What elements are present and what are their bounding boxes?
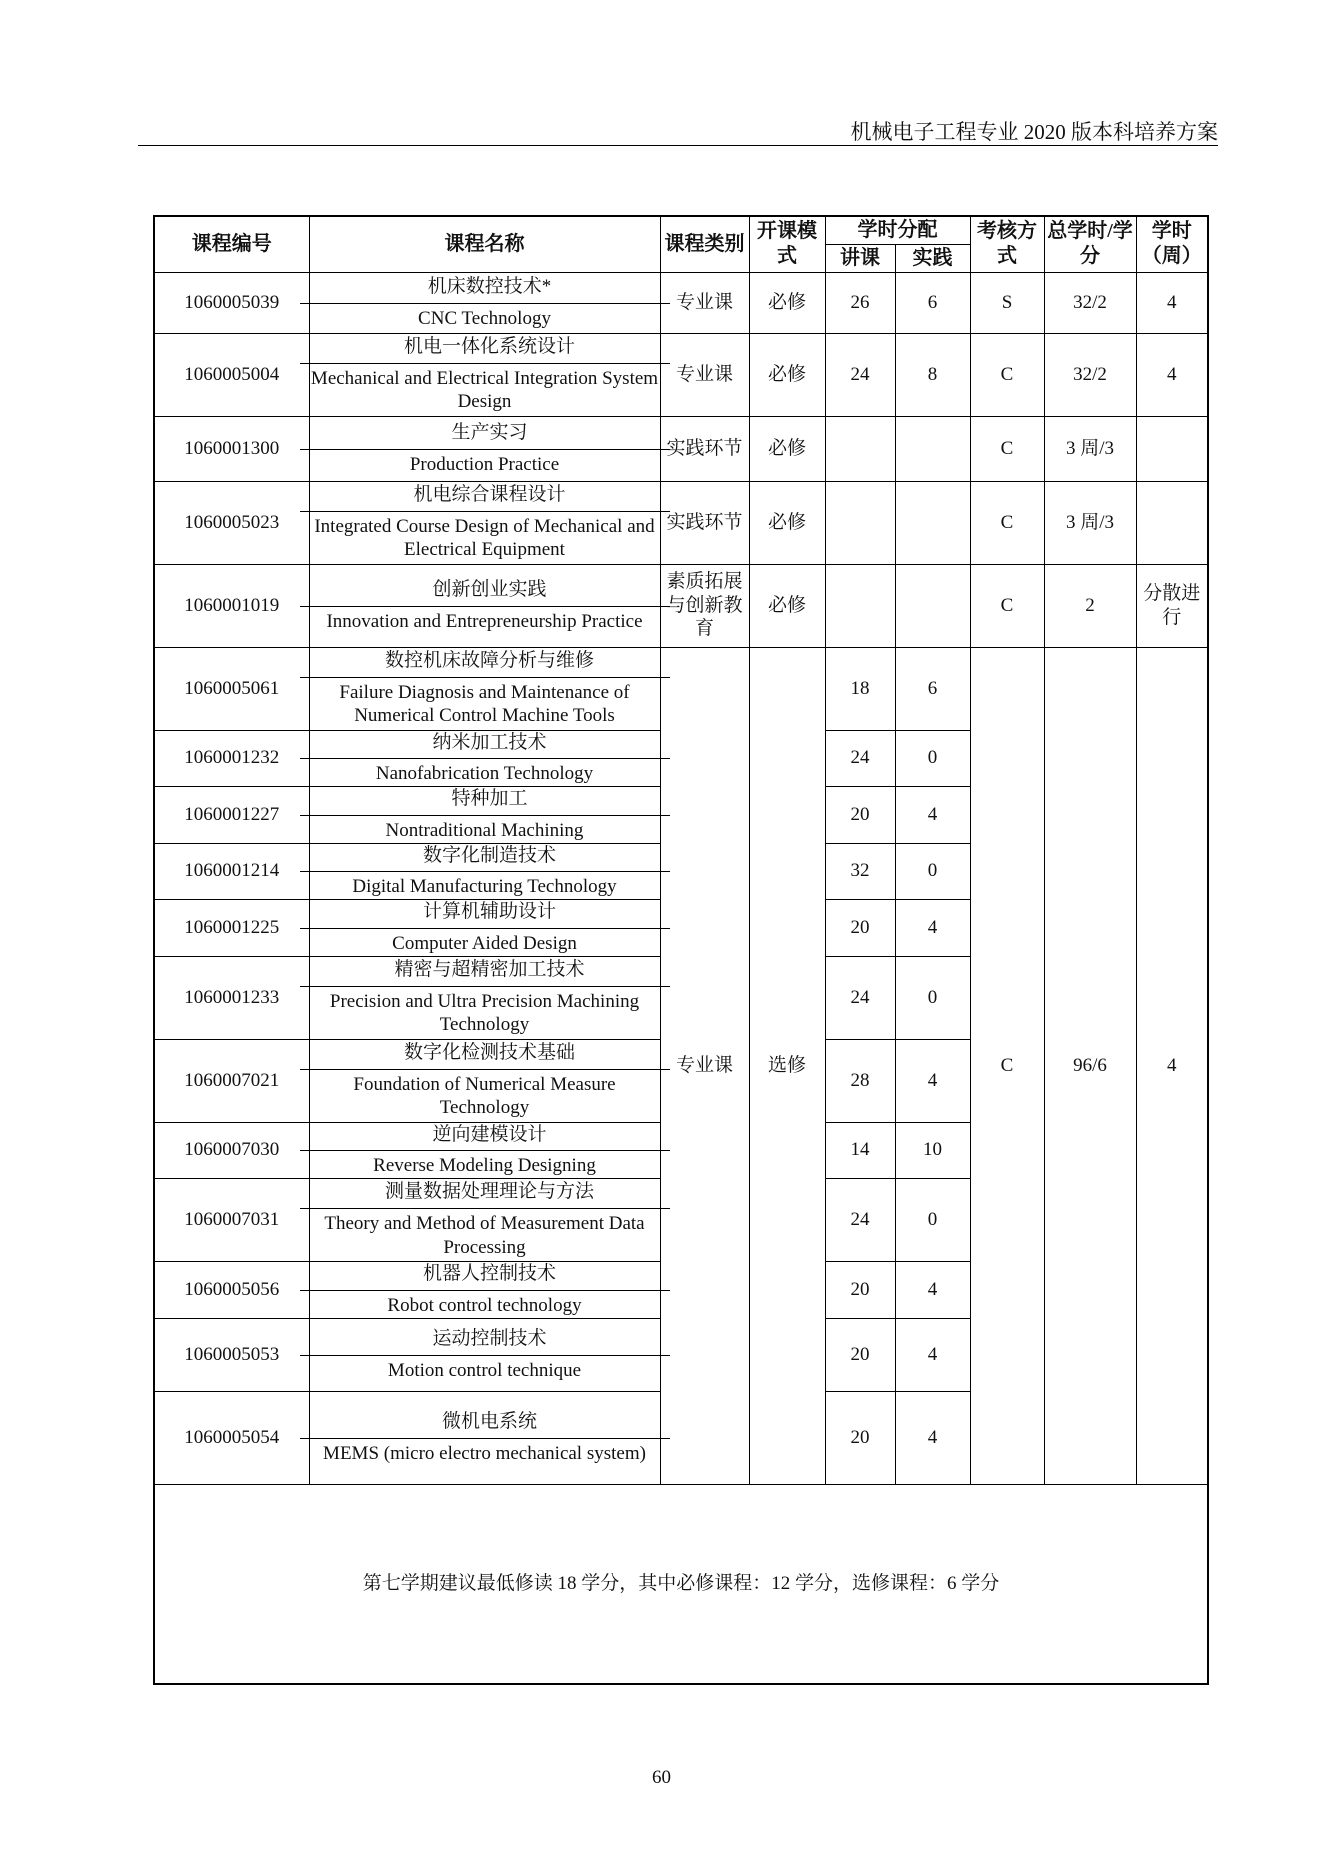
- elective-exam-type: C: [970, 647, 1044, 1484]
- practice-hours: 0: [895, 843, 970, 900]
- course-mode: 必修: [749, 272, 825, 333]
- course-name-en: CNC Technology: [418, 307, 551, 329]
- elective-category: 专业课: [660, 647, 749, 1484]
- course-name-en: Computer Aided Design: [392, 932, 577, 954]
- table-row: [154, 647, 1208, 730]
- course-code: 1060005056: [154, 1262, 309, 1319]
- col-exam: 考核方式: [970, 216, 1044, 272]
- course-code: 1060005054: [154, 1391, 309, 1484]
- course-name-en: Nontraditional Machining: [385, 819, 584, 841]
- col-total: 总学时/学分: [1044, 216, 1136, 272]
- course-name-en: Nanofabrication Technology: [375, 763, 594, 785]
- course-code: 1060007030: [154, 1122, 309, 1179]
- col-mode: 开课模式: [749, 216, 825, 272]
- col-lecture: 讲课: [825, 244, 895, 272]
- table-row: [154, 481, 1208, 564]
- course-name-zh: 数字化制造技术: [300, 844, 670, 873]
- practice-hours: [895, 416, 970, 481]
- practice-hours: 4: [895, 1318, 970, 1391]
- lecture-hours: 24: [825, 333, 895, 416]
- total-hours-credits: 32/2: [1044, 333, 1136, 416]
- course-code: 1060001227: [154, 787, 309, 844]
- course-category: 实践环节: [660, 416, 749, 481]
- practice-hours: [895, 481, 970, 564]
- course-name-en: Precision and Ultra Precision Machining Technology: [329, 990, 640, 1036]
- course-name-zh: 计算机辅助设计: [300, 900, 670, 929]
- note-row: [154, 1484, 1208, 1684]
- lecture-hours: 24: [825, 1179, 895, 1262]
- practice-hours: 6: [895, 647, 970, 730]
- curriculum-table: [153, 215, 1209, 1685]
- course-name-en: Motion control technique: [387, 1359, 582, 1381]
- course-name: [309, 1122, 660, 1179]
- lecture-hours: 24: [825, 730, 895, 787]
- course-name-zh: 机电一体化系统设计: [300, 335, 670, 364]
- weekly-hours: [1136, 416, 1208, 481]
- course-name: [309, 900, 660, 957]
- lecture-hours: [825, 481, 895, 564]
- course-name-zh: 纳米加工技术: [300, 731, 670, 760]
- elective-total: 96/6: [1044, 647, 1136, 1484]
- col-name: 课程名称: [309, 216, 660, 272]
- lecture-hours: 20: [825, 1318, 895, 1391]
- page-header-title: 机械电子工程专业 2020 版本科培养方案: [850, 120, 1218, 144]
- practice-hours: 4: [895, 1262, 970, 1319]
- col-weeks: 学时（周）: [1136, 216, 1208, 272]
- course-name: [309, 956, 660, 1039]
- course-code: 1060005023: [154, 481, 309, 564]
- practice-hours: 0: [895, 956, 970, 1039]
- course-name-en: Reverse Modeling Designing: [373, 1155, 596, 1177]
- course-name: [309, 730, 660, 787]
- table-row: [154, 564, 1208, 647]
- lecture-hours: 20: [825, 900, 895, 957]
- course-name-en: Foundation of Numerical Measure Technology: [353, 1073, 616, 1119]
- total-hours-credits: 2: [1044, 564, 1136, 647]
- course-name-zh: 特种加工: [300, 787, 670, 816]
- elective-weekly-hours: 4: [1136, 647, 1208, 1484]
- course-category: 素质拓展与创新教育: [660, 564, 749, 647]
- practice-hours: 4: [895, 1039, 970, 1122]
- exam-type: S: [970, 272, 1044, 333]
- table-row: [154, 416, 1208, 481]
- course-mode: 必修: [749, 564, 825, 647]
- course-name-en: Failure Diagnosis and Maintenance of Numerical Control Machine Tools: [339, 681, 630, 727]
- course-category: 专业课: [660, 272, 749, 333]
- practice-hours: 4: [895, 787, 970, 844]
- course-name-en: Production Practice: [409, 453, 560, 475]
- course-name: [309, 333, 660, 416]
- exam-type: C: [970, 481, 1044, 564]
- course-name-en: Digital Manufacturing Technology: [352, 876, 617, 898]
- lecture-hours: 32: [825, 843, 895, 900]
- course-name: [309, 564, 660, 647]
- course-code: 1060005039: [154, 272, 309, 333]
- course-name-en: Innovation and Entrepreneurship Practice: [326, 610, 643, 632]
- semester-note: 第七学期建议最低修读 18 学分，其中必修课程：12 学分，选修课程：6 学分: [154, 1484, 1208, 1684]
- course-name-zh: 测量数据处理理论与方法: [300, 1180, 670, 1209]
- course-name-zh: 数控机床故障分析与维修: [300, 649, 670, 678]
- course-name: [309, 481, 660, 564]
- table-row: [154, 333, 1208, 416]
- table-header: [154, 216, 1208, 272]
- course-code: 1060001225: [154, 900, 309, 957]
- lecture-hours: 20: [825, 1262, 895, 1319]
- practice-hours: 4: [895, 1391, 970, 1484]
- course-code: 1060007031: [154, 1179, 309, 1262]
- lecture-hours: 26: [825, 272, 895, 333]
- course-name-zh: 数字化检测技术基础: [300, 1041, 670, 1070]
- lecture-hours: 20: [825, 1391, 895, 1484]
- col-code: 课程编号: [154, 216, 309, 272]
- practice-hours: [895, 564, 970, 647]
- practice-hours: 8: [895, 333, 970, 416]
- header-divider: [138, 145, 1218, 146]
- lecture-hours: 28: [825, 1039, 895, 1122]
- elective-mode: 选修: [749, 647, 825, 1484]
- course-name-zh: 运动控制技术: [300, 1327, 670, 1356]
- course-category: 实践环节: [660, 481, 749, 564]
- course-mode: 必修: [749, 416, 825, 481]
- exam-type: C: [970, 333, 1044, 416]
- total-hours-credits: 32/2: [1044, 272, 1136, 333]
- course-code: 1060007021: [154, 1039, 309, 1122]
- course-name-en: Mechanical and Electrical Integration System Design: [310, 367, 659, 413]
- course-name-zh: 生产实习: [300, 421, 670, 450]
- lecture-hours: [825, 564, 895, 647]
- lecture-hours: 14: [825, 1122, 895, 1179]
- total-hours-credits: 3 周/3: [1044, 416, 1136, 481]
- course-mode: 必修: [749, 333, 825, 416]
- course-name: [309, 787, 660, 844]
- course-name: [309, 416, 660, 481]
- course-name-zh: 机电综合课程设计: [300, 483, 670, 512]
- course-code: 1060001300: [154, 416, 309, 481]
- col-hours: 学时分配: [825, 216, 970, 244]
- lecture-hours: 18: [825, 647, 895, 730]
- practice-hours: 6: [895, 272, 970, 333]
- course-mode: 必修: [749, 481, 825, 564]
- course-code: 1060001232: [154, 730, 309, 787]
- course-code: 1060001233: [154, 956, 309, 1039]
- course-category: 专业课: [660, 333, 749, 416]
- exam-type: C: [970, 416, 1044, 481]
- weekly-hours: [1136, 481, 1208, 564]
- course-name-zh: 逆向建模设计: [300, 1123, 670, 1152]
- weekly-hours: 4: [1136, 333, 1208, 416]
- total-hours-credits: 3 周/3: [1044, 481, 1136, 564]
- course-name: [309, 1039, 660, 1122]
- course-name-zh: 创新创业实践: [300, 578, 670, 607]
- weekly-hours: 分散进行: [1136, 564, 1208, 647]
- practice-hours: 0: [895, 1179, 970, 1262]
- course-name-zh: 机床数控技术*: [300, 275, 670, 304]
- course-name: [309, 1391, 660, 1484]
- practice-hours: 10: [895, 1122, 970, 1179]
- course-code: 1060001019: [154, 564, 309, 647]
- lecture-hours: 20: [825, 787, 895, 844]
- course-name: [309, 1262, 660, 1319]
- course-name-en: Robot control technology: [387, 1294, 582, 1316]
- course-name-zh: 微机电系统: [300, 1410, 670, 1439]
- page-number: 60: [652, 1767, 671, 1788]
- course-name: [309, 1318, 660, 1391]
- course-name: [309, 272, 660, 333]
- course-name: [309, 647, 660, 730]
- exam-type: C: [970, 564, 1044, 647]
- course-name: [309, 1179, 660, 1262]
- course-code: 1060005061: [154, 647, 309, 730]
- course-name-zh: 精密与超精密加工技术: [300, 958, 670, 987]
- course-name: [309, 843, 660, 900]
- course-name-en: Integrated Course Design of Mechanical and Electrical Equipment: [314, 515, 655, 561]
- table-row: [154, 272, 1208, 333]
- col-practice: 实践: [895, 244, 970, 272]
- course-code: 1060005053: [154, 1318, 309, 1391]
- course-code: 1060005004: [154, 333, 309, 416]
- course-name-en: Theory and Method of Measurement Data Processing: [324, 1213, 645, 1258]
- col-category: 课程类别: [660, 216, 749, 272]
- course-code: 1060001214: [154, 843, 309, 900]
- weekly-hours: 4: [1136, 272, 1208, 333]
- practice-hours: 0: [895, 730, 970, 787]
- practice-hours: 4: [895, 900, 970, 957]
- lecture-hours: [825, 416, 895, 481]
- lecture-hours: 24: [825, 956, 895, 1039]
- course-name-en: MEMS (micro electro mechanical system): [323, 1442, 646, 1464]
- course-name-zh: 机器人控制技术: [300, 1262, 670, 1291]
